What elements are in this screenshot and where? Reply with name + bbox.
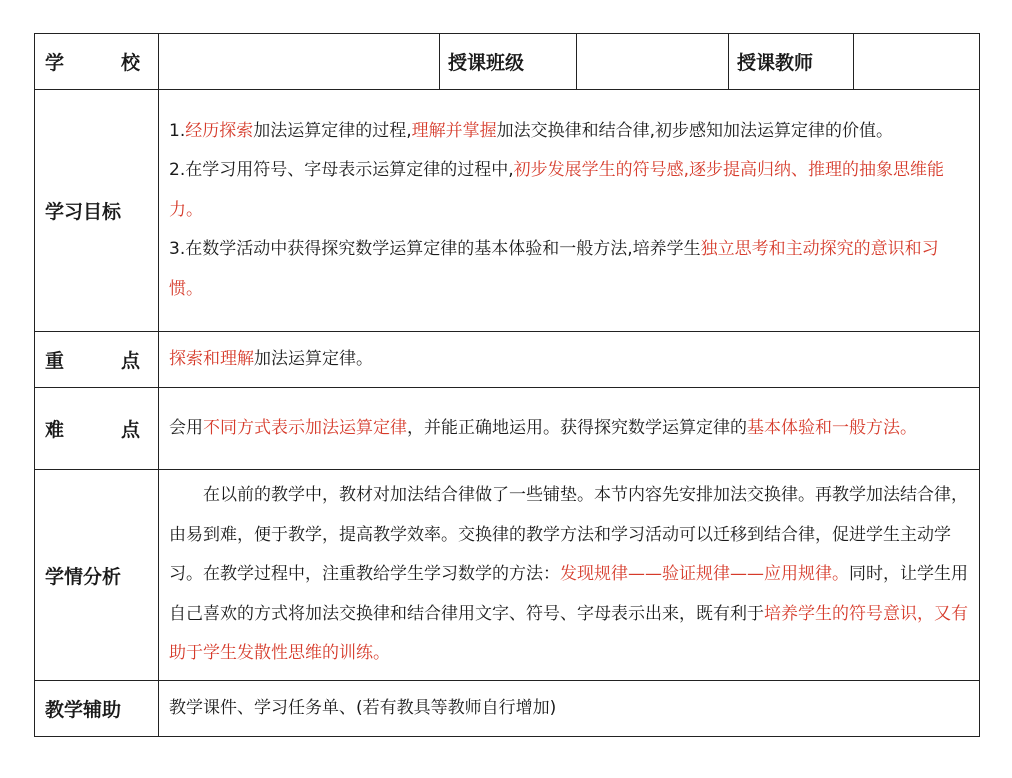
body-text: 3.在数学活动中获得探究数学运算定律的基本体验和一般方法,培养学生 [169, 239, 701, 260]
body-text: 1. [169, 120, 186, 141]
class-label-cell: 授课班级 [440, 34, 577, 90]
highlighted-text: 不同方式表示加法运算定律 [203, 417, 407, 438]
analysis-row [35, 470, 980, 681]
difficulties-content [159, 388, 980, 470]
aids-content: 教学课件、学习任务单、(若有教具等教师自行增加) [159, 681, 980, 737]
school-value-cell[interactable] [159, 34, 440, 90]
highlighted-text: 培养学生的符号意识，又有助于学生发散性思维的训练。 [169, 603, 968, 664]
class-value-cell[interactable] [577, 34, 729, 90]
teacher-value-cell[interactable] [854, 34, 980, 90]
key-points-label-char-2: 点 [120, 350, 140, 372]
body-text: 加法运算定律的过程, [253, 120, 412, 141]
highlighted-text: 探索和理解 [169, 348, 254, 369]
key-points-label-char-1: 重 [45, 350, 65, 372]
key-points-row [35, 332, 980, 388]
key-points-label-cell [35, 332, 159, 388]
objectives-content [159, 90, 980, 332]
difficulties-text [169, 409, 971, 449]
objective-1 [169, 112, 971, 152]
analysis-content [159, 470, 980, 681]
school-label-char-2: 校 [120, 52, 140, 74]
body-text: 会用 [169, 417, 203, 438]
objectives-label: 学习目标 [35, 90, 159, 332]
highlighted-text: 经历探索 [185, 120, 254, 141]
aids-label: 教学辅助 [35, 681, 159, 737]
body-text: ，并能正确地运用。获得探究数学运算定律的 [407, 417, 747, 438]
difficulties-row [35, 388, 980, 470]
body-text: 加法运算定律。 [254, 348, 373, 369]
school-label-cell [35, 34, 159, 90]
key-points-text [169, 340, 971, 380]
body-text: 2.在学习用符号、字母表示运算定律的过程中, [169, 160, 514, 181]
key-points-content [159, 332, 980, 388]
difficulties-label-char-1: 难 [45, 419, 65, 441]
highlighted-text: 基本体验和一般方法。 [747, 417, 917, 438]
highlighted-text: 发现规律——验证规律——应用规律。 [560, 564, 849, 585]
header-row [35, 34, 980, 90]
analysis-text [169, 476, 971, 674]
difficulties-label-cell [35, 388, 159, 470]
objectives-row [35, 90, 980, 332]
objective-3 [169, 230, 971, 309]
school-label-char-1: 学 [45, 52, 65, 74]
body-text: 加法交换律和结合律,初步感知加法运算定律的价值。 [496, 120, 894, 141]
body-text: 在以前的教学中，教材对加法结合律做了一些铺垫。本节内容先安排加法交换律。再教学加法结合律，由易到难，便于教学，提高教学效率。交换律的教学方法和学习活动可以迁移到结合律，促进学生主动学习。在教学过程中，注重教给学生学习数学的方法： [169, 485, 968, 585]
objective-2 [169, 151, 971, 230]
highlighted-text: 初步发展学生的符号感,逐步提高归纳、推理的抽象思维能力。 [169, 160, 945, 220]
highlighted-text: 独立思考和主动探究的意识和习惯。 [169, 239, 939, 299]
difficulties-label-char-2: 点 [120, 419, 140, 441]
aids-row [35, 681, 980, 737]
highlighted-text: 理解并掌握 [411, 120, 497, 141]
analysis-label: 学情分析 [35, 470, 159, 681]
body-text: 同时，让学生用自己喜欢的方式将加法交换律和结合律用文字、符号、字母表示出来，既有利于 [169, 564, 968, 624]
lesson-plan-table [34, 33, 980, 737]
teacher-label-cell: 授课教师 [729, 34, 854, 90]
